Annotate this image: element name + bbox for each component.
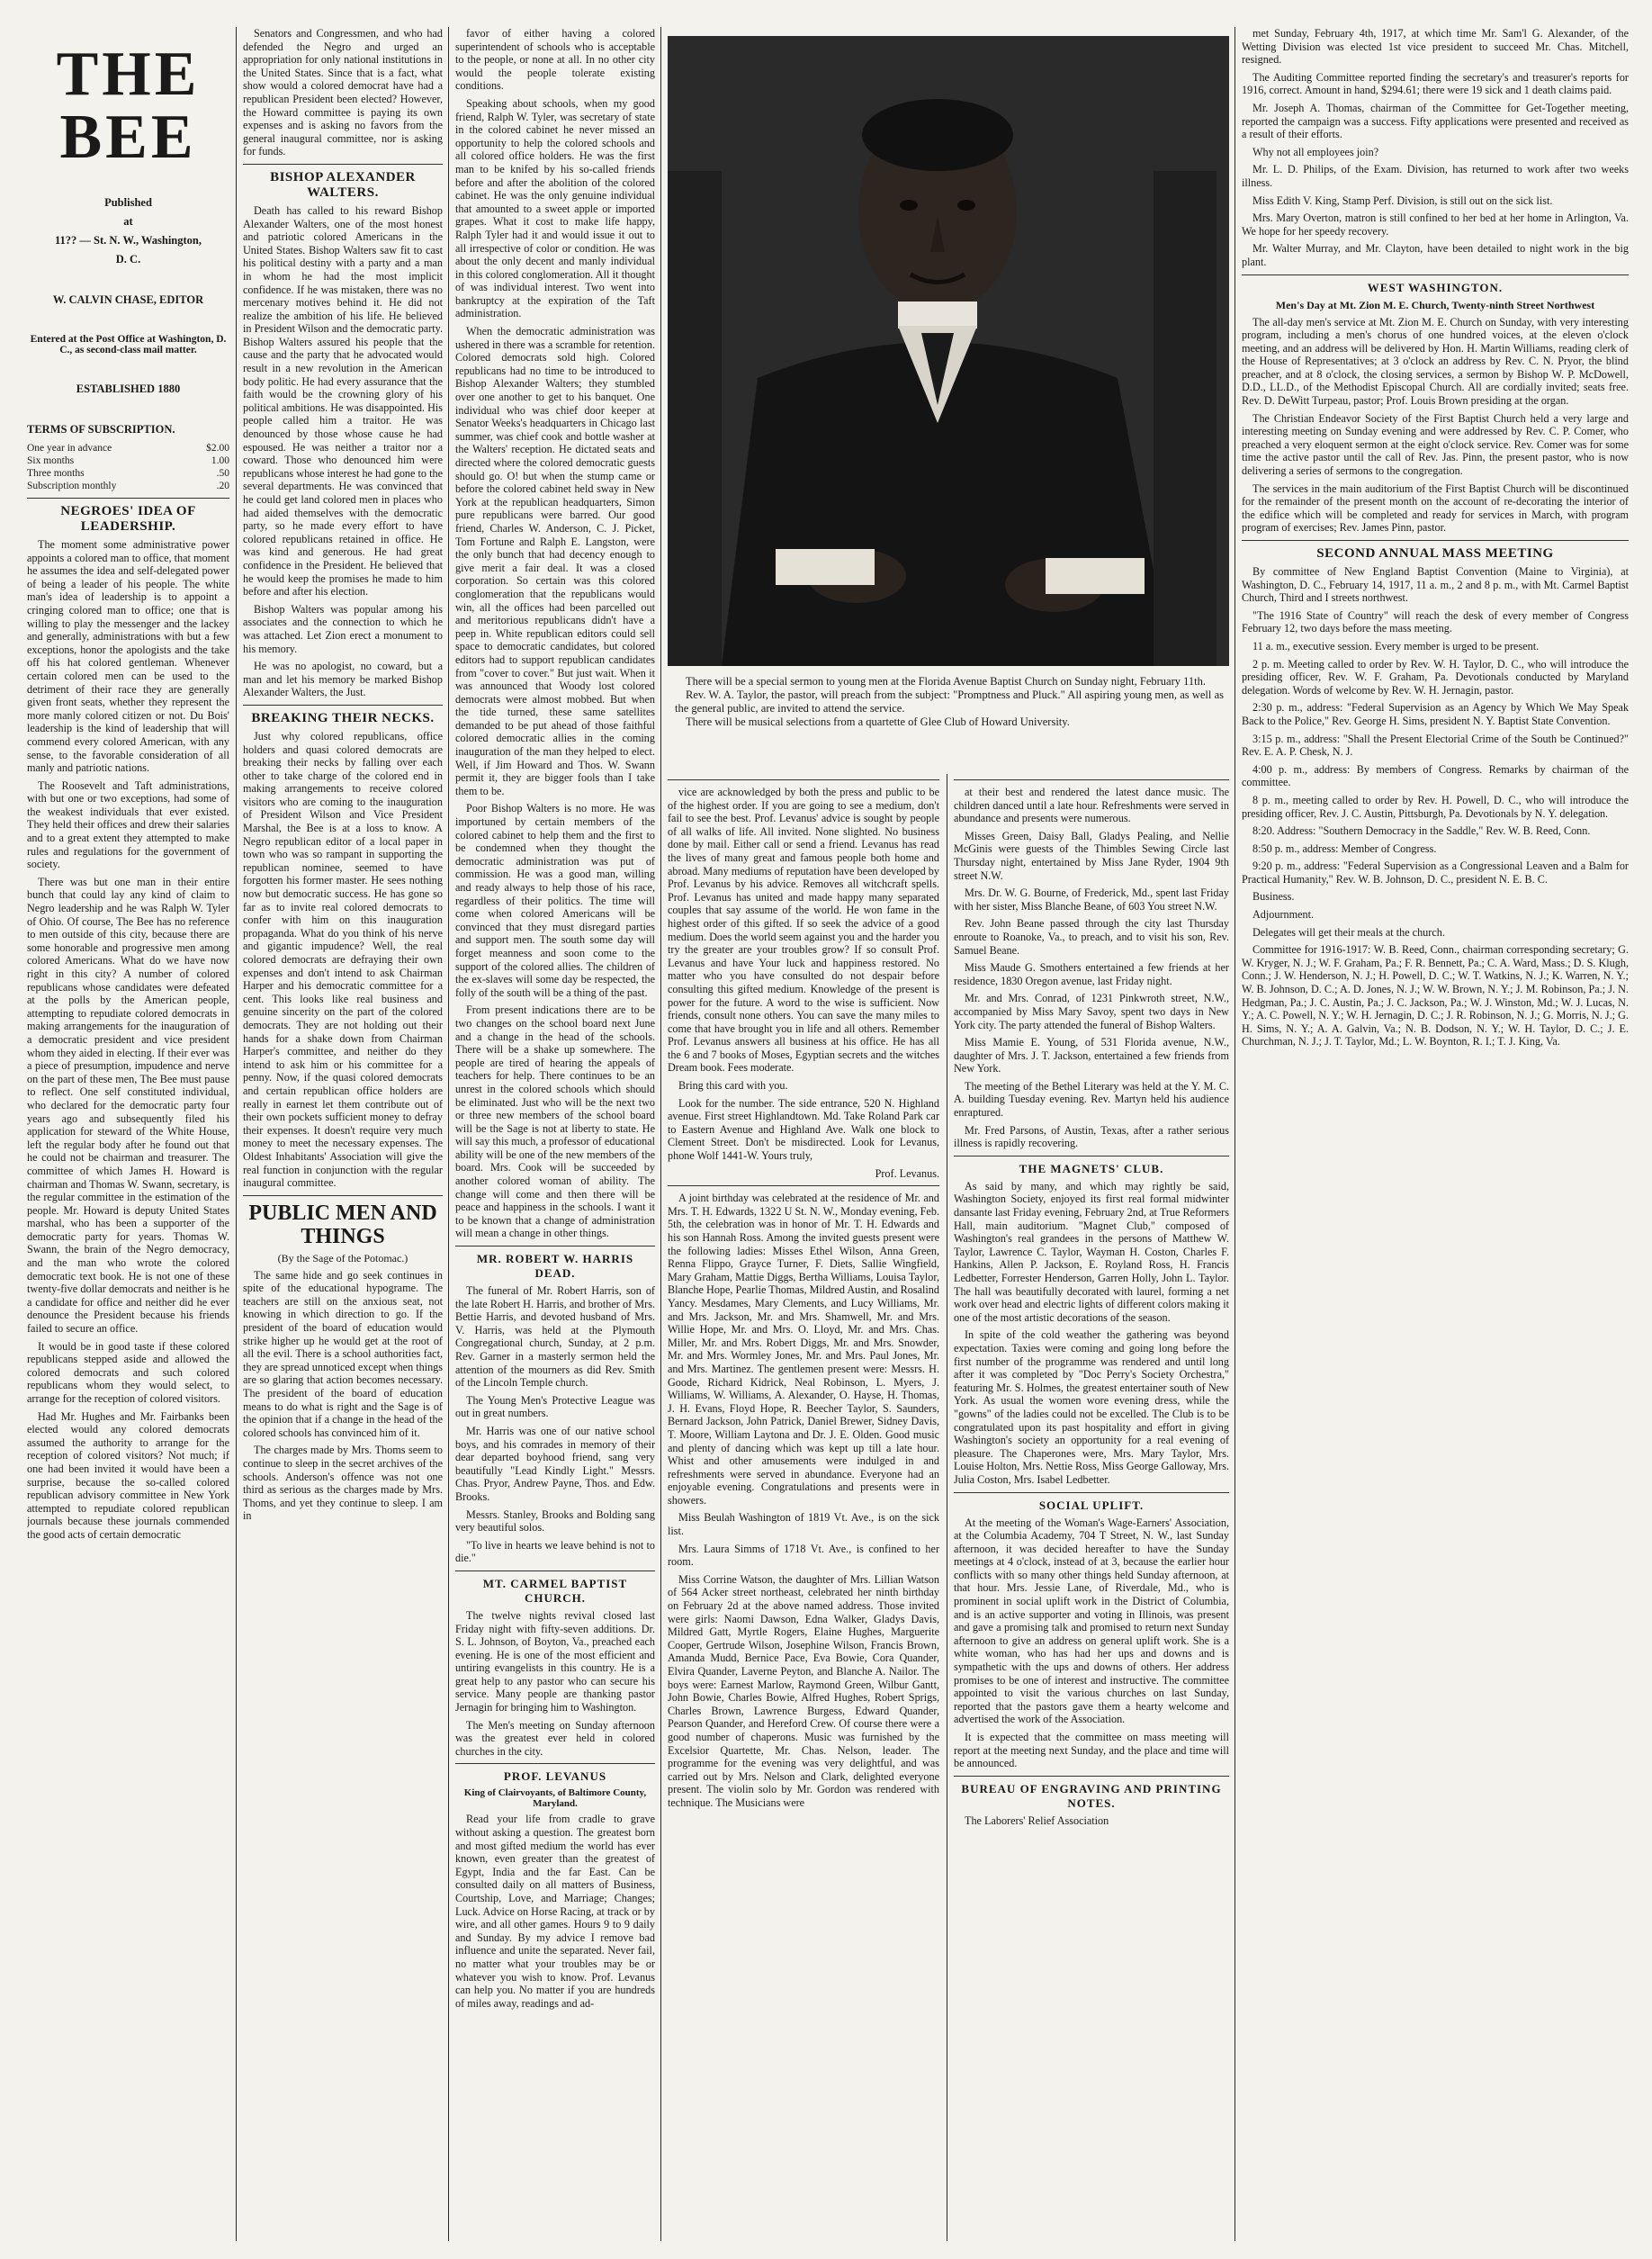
article-heading: BUREAU OF ENGRAVING AND PRINTING NOTES.	[961, 1781, 1222, 1810]
article-paragraph: 3:15 p. m., address: "Shall the Present Electorial Crime of the South be Continued?" Rev. E. A. P. Chesk, N. J.	[1242, 732, 1629, 759]
byline: (By the Sage of the Potomac.)	[277, 1251, 409, 1264]
masthead-city: D. C.	[115, 253, 141, 266]
article-paragraph: favor of either having a colored superintendent of schools who is acceptable to the people, or none at all. In no other city would the people tolerate existing conditions.	[455, 27, 655, 93]
article-paragraph: The all-day men's service at Mt. Zion M. E. Church on Sunday, with very interesting program, including a men's chorus of one hundred voices, at the eleven o'clock meeting, and an address will be delivered by Hon. H. Martin Williams, reading clerk of the House of Representatives; at 3 o'clock an address by Rev. C. N. Pryor, the blind preacher, and at 8 o'clock, the closing services, a sermon by Bishop W. P. McDowell, D.D., LL.D., of the Methodist Episcopal Church. All are cordially invited; seats free. Rev. D. DeWitt Turpeau, pastor; Prof. Louis Brown presiding at the organ.	[1242, 315, 1629, 408]
article-paragraph: Mr. Walter Murray, and Mr. Clayton, have been detailed to night work in the big plant.	[1242, 242, 1629, 268]
portrait-image	[668, 36, 1229, 666]
article-paragraph: Read your life from cradle to grave without asking a question. The greatest born and most gifted medium the world has ever known, even greater than the greatest of Egypt, India and the far East. Can be consulted daily on all matters of Business, Courtship, Love, and Marriage; Changes; Luck. Advice on Horse Racing, at track or by wire, and all other games. Hours 9 to 9 daily and Sunday. By my advice I remove bad influence and unite the separated. Never fail, no matter what your troubles may be or whatever you wish to know. Prof. Levanus can help you. No matter if you are hundreds of miles away, readings and ad-	[455, 1813, 655, 2010]
article-heading: SECOND ANNUAL MASS MEETING	[1316, 546, 1554, 561]
article-paragraph: In spite of the cold weather the gathering was beyond expectation. Taxies were coming and going long before the first number of the programme was rendered and until long after it was completed by "Doc Perry's Society Orchestra," featuring Mr. S. Holmes, the greatest entertainer south of New York. As usual the women wore evening dress, while the "gowns" of the ladies could not be excelled. The Club is to be congratulated upon its past hospitality and effort in giving Washington's society an opportunity for a real evening of pleasure. The Chaperones were, Mrs. Mary Taylor, Mrs. Louise Holton, Mrs. Nettie Ross, Miss George Galloway, Mrs. Julia Coston, Mrs. Isabel Ledbetter.	[954, 1328, 1229, 1486]
article-heading: WEST WASHINGTON.	[1367, 280, 1504, 294]
article-paragraph: Senators and Congressmen, and who had defended the Negro and urged an appropriation for only national institutions in the United States. Since that is a fact, what show would a colored democrat have had a republican President been elected? However, the Howard committee is paying its own expenses and is asking no favors from the general inaugural committee, nor is asking for funds.	[243, 27, 443, 158]
article-paragraph: The meeting of the Bethel Literary was held at the Y. M. C. A. building Tuesday evening. Rev. Martyn held his audience enraptured.	[954, 1079, 1229, 1120]
article-paragraph: Mrs. Dr. W. G. Bourne, of Frederick, Md., spent last Friday with her sister, Miss Blanche Beane, of 603 You street N.W.	[954, 886, 1229, 913]
article-paragraph: Mrs. Mary Overton, matron is still confined to her bed at her home in Arlington, Va. We hope for her speedy recovery.	[1242, 212, 1629, 238]
article-heading: THE MAGNETS' CLUB.	[1019, 1161, 1164, 1175]
caption-line: There will be musical selections from a quartette of Glee Club of Howard University.	[686, 716, 1070, 728]
article-paragraph: Had Mr. Hughes and Mr. Fairbanks been elected would any colored democrats assumed the authority to arrange for the reception of colored visitors? Not much; if one had been invited it would have been a surprise, because the so-called colored republican advisory committee in New York attempted to repudiate colored republican journals because these journals commended the good acts of certain democratic	[27, 1409, 229, 1541]
masthead-established: ESTABLISHED 1880	[76, 382, 181, 395]
article-paragraph: Mr. L. D. Philips, of the Exam. Division, has returned to work after two weeks illness.	[1242, 163, 1629, 189]
article-paragraph: The charges made by Mrs. Thoms seem to continue to sleep in the secret archives of the schools. Anderson's offence was not one third as serious as the charges made by Mrs. Thoms, and yet they continue to sleep. I am in	[243, 1444, 443, 1523]
subscription-row: Six months 1.00	[27, 455, 229, 466]
subscription-row: Three months .50	[27, 468, 229, 479]
article-paragraph: The Young Men's Protective League was out in great numbers.	[455, 1393, 655, 1420]
article-heading: PROF. LEVANUS	[503, 1769, 607, 1784]
newspaper-page	[27, 27, 1629, 2241]
article-paragraph: Committee for 1916-1917: W. B. Reed, Conn., chairman corresponding secretary; G. W. Kryger, N. J.; W. F. Graham, Pa.; F. R. Bennett, Pa.; C. A. Ward, Mass.; D. S. Klugh, Conn.; J. W. Henderson, N. J.; H. Powell, D. C.; W. T. Watkins, N. J.; K. Warren, N. Y.; W. B. Johnson, D. C.; A. D. Jones, N. J.; W. W. Brown, N. Y.; J. M. Robinson, Pa.; J. N. Hedgman, Pa.; J. C. Austin, Pa.; J. C. Jackson, Pa.; W. J. Winston, Md.; W. J. Lucas, N. Y.; A. C. Powell, N. Y.; W. H. Jernagin, D. C.; J. R. Robinson, N. J.; G. Morris, N. J.; G. H. Sims, N. Y.; A. A. Galvin, Va.; N. B. Dodson, N. Y.; W. H. Taylor, D. C.; J. E. Churchman, N. J.; J. T. Taylor, Md.; L. W. Boynton, R. I.; T. J. King, Va.	[1242, 943, 1629, 1048]
article-paragraph: Look for the number. The side entrance, 520 N. Highland avenue. First street Highlandtown. Md. Take Roland Park car to Eastern Avenue and Highland Ave. Walk one block to Clement Street. Don't be misdirected. Look for Levanus, phone Wolf 1441-W. Yours truly,	[668, 1096, 939, 1163]
article-paragraph: 8 p. m., meeting called to order by Rev. H. Powell, D. C., who will introduce the presiding officer, Rev. J. C. Austin, Pittsburgh, Pa. Devotionals by N. Y. delegation.	[1242, 793, 1629, 820]
article-paragraph: The Christian Endeavor Society of the First Baptist Church held a very large and interesting meeting on Sunday evening and were addressed by Rev. C. P. Comer, who preached a very eloquent sermon at the eight o'clock service. Rev. Comer was for some time the active pastor until the call of Rev. Jas. Pinn, the present pastor, who is now delivering a series of sermons to the congregation.	[1242, 411, 1629, 478]
article-heading: BREAKING THEIR NECKS.	[251, 710, 435, 725]
article-paragraph: Mrs. Laura Simms of 1718 Vt. Ave., is confined to her room.	[668, 1542, 939, 1569]
article-paragraph: Miss Corrine Watson, the daughter of Mrs. Lillian Watson of 564 Acker street northeast, celebrated her ninth birthday on February 2d at the above named address. Those invited were girls: Naomi Dawson, Edna Walker, Gladys Davis, Mildred Gatt, Myrtle Rogers, Elaine Hughes, Marguerite Cooper, Gertrude Wilson, Josephine Wilson, Francis Brown, Amanda Mudd, Bernice Pace, Eva Bowie, Cora Quander, Elvira Quander, Laverne Peyton, and Blanche A. Nailor. The boys were: Earnest Marlow, Raymond Green, Wilbur Gantt, John Bowie, Charles Bowie, Alfred Hughes, Robert Sprigs, Charles Brown, Lawrence Burgess, Edward Quander, Pearson Quander, and Hereford Crew. Of course there were a good number of chaperons. Music was furnished by the Excelsior Quartette, Mr. Chas. Nelson, leader. The programme for the evening was very delightful, and was carried out by Mrs. Nelson and Clark, delighted everyone present. The violin solo by Mr. Gordon was rendered with technique. The Musicians were	[668, 1572, 939, 1809]
article-paragraph: The services in the main auditorium of the First Baptist Church will be discontinued for the remainder of the present month on the account of re-decorating the interior of the edifice which will be completed and ready for services in March, with program program of exercises; Rev. James Pinn, pastor.	[1242, 482, 1629, 535]
article-paragraph: At the meeting of the Woman's Wage-Earners' Association, at the Columbia Academy, 704 T Street, N. W., last Sunday afternoon, it was decided hereafter to have the Sunday meetings at 4 o'clock, instead of at 3, because the earlier hour conflicts with so many other things held Sunday afternoon, at that hour. Mrs. Jessie Lane, of Riverdale, Md., who is prominent in social uplift work in the District of Columbia, and is an active supporter and voting in Illinois, was present and gave a promising talk and promised to return next Sunday afternoon to give an address on general uplift work. She is a white woman, who has had her ups and downs and is sympathetic with the ups and downs of others. Her address promises to be one of interest and instructive. The committee appointed to visit the various churches on last Sunday, reported that the pastors gave them a hearty welcome and advertised the work of the Association.	[954, 1516, 1229, 1726]
column-1	[27, 27, 229, 2241]
article-heading: SOCIAL UPLIFT.	[1038, 1498, 1145, 1512]
article-paragraph: It is expected that the committee on mass meeting will report at the meeting next Sunday, and the place and time will be announced.	[954, 1731, 1229, 1770]
subscription-row: One year in advance $2.00	[27, 443, 229, 454]
article-paragraph: The funeral of Mr. Robert Harris, son of the late Robert H. Harris, and brother of Mrs. Bettie Harris, and devoted husband of Mrs. V. Harris, was held at the Plymouth Congregational church, Sunday, at 2 p.m. Rev. Garner in a masterly sermon held the attention of the mourners as did Rev. Smith of the Lincoln Temple church.	[455, 1284, 655, 1390]
article-heading: MR. ROBERT W. HARRIS DEAD.	[476, 1252, 634, 1281]
article-paragraph: Business.	[1252, 890, 1295, 904]
article-paragraph: 9:20 p. m., address: "Federal Supervision as a Congressional Leaven and a Balm for Practical Humanity," Rev. W. B. Johnson, D. C., president N. E. B. C.	[1242, 860, 1629, 886]
article-paragraph: Adjournment.	[1252, 908, 1315, 922]
article-subheading: Men's Day at Mt. Zion M. E. Church, Twenty-ninth Street Northwest	[1275, 298, 1595, 311]
article-signature: Prof. Levanus.	[875, 1166, 939, 1180]
article-paragraph: A joint birthday was celebrated at the residence of Mr. and Mrs. T. H. Edwards, 1322 U St. N. W., Monday evening, Feb. 5th, the celebration was in honor of Mr. T. H. Edwards and his son Hannah Ross. Among the invited guests present were the following ladies: Misses Ethel Wilson, Anna Green, Renna Flippo, Grayce Turner, F. Diets, Sallie Wingfield, Mary Graham, Mattie Diggs, Bertha Williams, Louisa Taylor, Blanche Hope, Pearlie Thomas, Mildred Austin, and Rosalind Yancy. Mesdames, Mary Clements, and Lucy Williams, Mr. and Mrs. Jackson, Mr. and Mrs. Shamwell, Mr. and Mrs. Willie Hope, Mr. and Mrs. O. Lloyd, Mr. and Mrs. Chas. Miller, Mr. and Mrs. Robert Diggs, Mr. and Mrs. Snowder, Mr. and Mrs. Wormley Jones, Mr. and Mrs. Paul Jones, Mr. and Mrs. Martinez. The gentlemen present were: Messrs. H. Goode, Richard Kidrick, Neal Robinson, L. Myers, J. Williams, W. Williams, A. Alexander, O. Hayse, H. Thomas, J. H. Evans, Floyd Hope, R. Beecher Taylor, S. Saunders, Bernard Jackson, John Patrick, Daniel Brewer, Sidney Davis, T. Moore, William Laytona and Dr. J. E. Olden. Good music and plenty of dancing which was kept up till a late hour. Whist and other amusements were indulged in and refreshments were served in abundance. Everyone had an enjoyable evening. Congratulations and presents were in showers.	[668, 1192, 939, 1507]
article-paragraph: met Sunday, February 4th, 1917, at which time Mr. Sam'l G. Alexander, of the Wetting Division was elected 1st vice president to succeed Mr. Chas. Mitchell, resigned.	[1242, 27, 1629, 67]
article-paragraph: 11 a. m., executive session. Every member is urged to be present.	[1252, 639, 1540, 652]
article-paragraph: at their best and rendered the latest dance music. The children danced until a late hour. Refreshments were served in abundance and presents were numerous.	[954, 786, 1229, 825]
column-2	[243, 27, 443, 2241]
column-4	[668, 774, 939, 2241]
masthead-entered: Entered at the Post Office at Washington, D. C., as second-class mail matter.	[30, 334, 227, 356]
article-paragraph: Mr. and Mrs. Conrad, of 1231 Pinkwroth street, N.W., accompanied by Miss Mary Savoy, spent two days in New York city. The party attended the funeral of Bishop Walters.	[954, 992, 1229, 1031]
article-subheading: King of Clairvoyants, of Baltimore County, Maryland.	[463, 1787, 647, 1810]
article-paragraph: He was no apologist, no coward, but a man and let his memory be marked Bishop Alexander Walters, the Just.	[243, 660, 443, 699]
article-paragraph: The same hide and go seek continues in spite of the educational hypograme. The teachers are still on the anxious seat, not knowing in which direction to go. If the president of the board of education would strike higher up he would get at the root of all the evil. There is a school authorities fact, they are spread unnoticed except when things are so glaring that action becomes necessary. The president of the board of education means to do what is right and the Sage is of the opinion that if a change in the head of the colored schools has convinced him of it.	[243, 1268, 443, 1439]
masthead-editor: W. CALVIN CHASE, EDITOR	[52, 293, 204, 306]
article-heading: MT. CARMEL BAPTIST CHURCH.	[482, 1576, 628, 1605]
article-paragraph: Mr. Harris was one of our native school boys, and his comrades in memory of their dear departed boyhood friend, sang very beautifully "Lead Kindly Light." Messrs. Chas. Pryor, Andrew Payne, Thos. and Edw. Brooks.	[455, 1424, 655, 1503]
article-paragraph: Bring this card with you.	[678, 1079, 788, 1093]
masthead-address: 11?? — St. N. W., Washington,	[54, 234, 202, 247]
article-paragraph: Why not all employees join?	[1252, 145, 1379, 158]
article-heading: NEGROES' IDEA OF LEADERSHIP.	[60, 504, 196, 534]
article-paragraph: The twelve nights revival closed last Friday night with fifty-seven additions. Dr. S. L. Johnson, of Boyton, Va., preached each evening. He is one of the most efficient and untiring evangelists in this country. He is a great help to any pastor who can secure his service. Many people are thanking pastor Jernagin for bringing him to Washington.	[455, 1608, 655, 1714]
article-body	[27, 538, 229, 1542]
article-heading: PUBLIC MEN AND THINGS	[248, 1201, 437, 1248]
article-paragraph: Speaking about schools, when my good friend, Ralph W. Tyler, was secretary of state in the colored cabinet he never missed an opportunity to help the colored schools and all colored office holders. He was the first man to be knifed by his so-called friends before and after the abolition of the colored cabinet. He was the only genuine individual that amounted to a sweet apple or imported grapes. What it cost to make life happy, Ralph Tyler had it and would issue it out to all irrespective of color or condition. He was about the only decent and manly individual in this colored conglomeration. All it thought of was individual interest. Two went into bankruptcy at the expiration of the Taft administration.	[455, 96, 655, 320]
article-paragraph: Poor Bishop Walters is no more. He was importuned by certain members of the colored cabinet to help them and the first to be condemned when they thought the democratic administration was put of commission. He was a good man, willing and ready always to help those of his race, regardless of their politics. The time will come when colored Americans will be convinced that they must disregard parties and support men. The south some day will forget meanness and soon come to the support of the colored allies. The children of the ex-slaves will some day be respected, the folly of the south will be a thing of the past.	[455, 802, 655, 999]
article-paragraph: The Roosevelt and Taft administrations, with but one or two exceptions, had some of the weakest individuals that ever existed. They held their offices and drew their salaries and to a great extent they attempted to make rules and regulations for the government of society.	[27, 778, 229, 871]
article-paragraph: Rev. John Beane passed through the city last Thursday enroute to Roanoke, Va., to preach, and to visit his son, Rev. Samuel Beane.	[954, 917, 1229, 957]
masthead-title: THE BEE	[56, 40, 201, 172]
article-paragraph: Miss Maude G. Smothers entertained a few friends at her residence, 1830 Oregon avenue, last Friday night.	[954, 961, 1229, 987]
article-paragraph: "To live in hearts we leave behind is not to die."	[455, 1538, 655, 1565]
portrait-photo	[668, 36, 1229, 666]
article-paragraph: 8:20. Address: "Southern Democracy in the Saddle," Rev. W. B. Reed, Conn.	[1252, 824, 1591, 838]
article-paragraph: Messrs. Stanley, Brooks and Bolding sang very beautiful solos.	[455, 1508, 655, 1534]
masthead-published: Published	[104, 196, 152, 209]
photo-caption	[675, 675, 1224, 729]
caption-line: Rev. W. A. Taylor, the pastor, will preach from the subject: "Promptness and Pluck." All aspiring young men, as well as the general public, are invited to attend the service.	[675, 688, 1224, 715]
article-paragraph: From present indications there are to be two changes on the school board next June and a change in the head of the schools. There will be a shake up somewhere. The people are tired of hearing the appeals of teachers for help. There continues to be an unrest in the colored schools which should be eliminated. Just who will be the next two or three new members of the school board will be the Sage is not at liberty to state. He will say this much, a professor of educational ability will be one of the new members of the board. Mrs. Cook will be succeeded by another colored woman of ability. The change will come and then there will be peace and happiness in the schools. I want it to be known that a change of administration will mean a change in other things.	[455, 1004, 655, 1240]
column-6	[1242, 27, 1629, 2241]
article-paragraph: Death has called to his reward Bishop Alexander Walters, one of the most honest and patriotic colored Americans in the United States. Bishop Walters saw fit to cast his political destiny with a party and a man in whom he had the most implicit confidence. If he was mistaken, there was no mercenary motives behind it. He did not realize the ambition of his life. He believed in President Wilson and the democratic party. Bishop Walters assured his people that the cause and the party that he advocated would result in a new revolution in the American body politic. He had every assurance that the faith would be the crowning glory of his political ambitions. He was disappointed. His people called him a traitor. He was denounced by those whose cause he had espoused. He was neither a traitor nor a coward. Those who denounced him were republicans whose interest he had gone to the several departments. He was convinced that he could get land colored men in places who had aided themselves with the democratic party, so he made every effort to have colored republicans retained in office. He was kind and generous. He had great confidence in the President. He believed that he would keep the promises he made to him before and after his election.	[243, 203, 443, 598]
article-heading: BISHOP ALEXANDER WALTERS.	[270, 169, 416, 200]
article-paragraph: Misses Green, Daisy Ball, Gladys Pealing, and Nellie McGinis were guests of the Thimbles Sewing Circle last Thursday night, entertained by Miss Jane Ryder, 1904 9th street N.W.	[954, 829, 1229, 882]
article-paragraph: Mr. Joseph A. Thomas, chairman of the Committee for Get-Together meeting, reported the campaign was a success. Fifty applications were presented and received as a result of their efforts.	[1242, 101, 1629, 141]
terms-title: TERMS OF SUBSCRIPTION.	[27, 423, 175, 436]
subscription-row: Subscription monthly .20	[27, 481, 229, 491]
caption-line: There will be a special sermon to young men at the Florida Avenue Baptist Church on Sunday night, February 11th.	[686, 675, 1207, 688]
article-paragraph: Miss Edith V. King, Stamp Perf. Division, is still out on the sick list.	[1252, 194, 1553, 207]
masthead-at: at	[123, 215, 133, 228]
article-paragraph: When the democratic administration was ushered in there was a scramble for retention. Colored democrats sold high. Colored republicans had no time to be introduced to Bishop Alexander Walters; they stumbled over one another to get to his banquet. One individual who was chief door keeper at Senator Weeks's headquarters in Chicago last summer, was chief cook and bottle washer at the Walters' reception. He dictated seats and directed where the colored democratic guests should go. O! but when the stump came or before the colored cabinet held sway in New York at the republican headquarters, Simon pure republicans were barred. Our good friend, Charles W. Anderson, C. J. Picket, Tom Fortune and Ralph E. Langston, were the only bunch that had decency enough to give merit a fair deal. It was a closed corporation. So certain was this colored conglomeration that the republicans would win, all the offices had been parcelled out and meritorious republicans didn't have a peep in. White republican editors could sell space to democratic candidates, but colored editors had to support republican candidates from "cover to cover." But just wait. When it was announced that Woody lost colored democrats were almost mobbed. But when the tide turned, these same satellites demanded to be put ahead of those faithful colored democratic allies in the coming inauguration of the man they helped to elect. Well, if Jim Howard and Thos. W. Swann permit it, they are bigger fools than I take them to be.	[455, 325, 655, 797]
article-paragraph: 2:30 p. m., address: "Federal Supervision as an Agency by Which We May Speak Back to the Police," Rev. George H. Sims, president N. Y. Baptist State Convention.	[1242, 701, 1629, 727]
article-paragraph: vice are acknowledged by both the press and public to be of the highest order. If you are going to see a medium, don't fail to see the best. Prof. Levanus' advice is sought by people of all walks of life. All invited. None slighted. No business done by mail. Either call or send a friend. Levanus has read the lives of many great and famous people both home and abroad. Many mediums of reputation have been developed by Prof. Levanus by his advice. Removes all witchcraft spells. Prof. Levanus has united and made happy many separated couples that say assume of the world. He won fame in the highest order of this gifted. If so seek the advice of a good medium. Does the world seem against you and the harder you try the greater are your troubles grow? If so consult Prof. Levanus and have Your luck and happiness restored. No matter who you have consulted do not despair before consulting this gifted medium. Knowledge of the present is power for the future. A word to the wise is sufficient. Now friends, consult none others. You can save the many miles to come that have brought you in life and all others. Remember Prof. Levanus answers all business at his office. He has all the 6 and 7 books of Moses, Egyptian secrets and the witches Dream book. Fees moderate.	[668, 786, 939, 1075]
article-paragraph: Delegates will get their meals at the church.	[1252, 925, 1445, 939]
column-3	[455, 27, 655, 2241]
article-paragraph: Miss Beulah Washington of 1819 Vt. Ave., is on the sick list.	[668, 1511, 939, 1538]
article-paragraph: Bishop Walters was popular among his associates and the connection to which he was attached. Let Zion erect a monument to his memory.	[243, 602, 443, 655]
article-paragraph: There was but one man in their entire bunch that could lay any kind of claim to Negro leadership and he was Ralph W. Tyler of Ohio. Of course, The Bee has no reference to men outside of this city, because there are some honorable and progressive men among colored Americans. What do we have now right in this city? A number of colored republicans whose candidates were defeated at the polls by the American people, attempting to repudiate colored democrats in making arrangements for the inauguration of a democratic president and vice president whom they aided in electing. If their ever was a piece of presumption, impudence and nerve on the part of these men, The Bee must pause to reflect. One self constituted individual, who declared for the democratic party four years ago and subsequently filed his application for steward of the White House, left the regular body after he found out that he could not be chairman and treasurer. The committee of which James H. Howard is chairman and Thomas W. Swann, secretary, is the regular committee in the estimation of the people. Mr. Howard is deputy United States marshal, who has been a supporter of the democratic party for years. Thomas W. Swann, the brain of the Negro democracy, and the man who wrote the colored democratic text book. He is not one of these twenty-five dollar democrats and neither is he a candidate for office and neither did he ever denounce the President because his friends failed to secure an office.	[27, 875, 229, 1336]
article-paragraph: 8:50 p. m., address: Member of Congress.	[1252, 842, 1437, 855]
article-paragraph: "The 1916 State of Country" will reach the desk of every member of Congress February 12, two days before the mass meeting.	[1242, 608, 1629, 635]
article-paragraph: 2 p. m. Meeting called to order by Rev. W. H. Taylor, D. C., who will introduce the presiding officer, Rev. W. F. Graham, Pa. Devotionals conducted by Maryland delegation. Words of welcome by Rev. W. H. Jernagin, pastor.	[1242, 657, 1629, 697]
article-paragraph: 4:00 p. m., address: By members of Congress. Remarks by chairman of the committee.	[1242, 762, 1629, 789]
article-paragraph: Miss Mamie E. Young, of 531 Florida avenue, N.W., daughter of Mrs. J. T. Jackson, entertained a few friends from New York.	[954, 1036, 1229, 1076]
subscription-table	[27, 442, 229, 492]
column-5	[954, 774, 1229, 2241]
article-paragraph: The Men's meeting on Sunday afternoon was the greatest ever held in colored churches in the city.	[455, 1718, 655, 1758]
article-paragraph: As said by many, and which may rightly be said, Washington Society, enjoyed its first real formal midwinter dansante last Friday evening, February 2nd, at True Reformers Hall, main auditorium. "Magnet Club," composed of Washington's real grandees in the persons of Matthew W. Taylor, Lawrence C. Taylor, Wayman H. Coston, Charles F. Hankins, Allen P. Jackson, E. Royland Ross, H. Francis Ledbetter, Forrester Henderson, Garren Holly, John L. Taylor. The hall was beautifully decorated with laurel, forming a net work over head and electric lights of different colors making it one of the most artistic decorations of the season.	[954, 1179, 1229, 1324]
article-paragraph: It would be in good taste if these colored republicans stepped aside and allowed the colored democrats and such colored republicans whom they would select, to arrange for the reception of colored visitors.	[27, 1339, 229, 1405]
article-paragraph: Just why colored republicans, office holders and quasi colored democrats are breaking their necks by falling over each other to take charge of the colored end in making arrangements to receive colored visitors who are coming to the inauguration of President Wilson and Vice President Marshal, the Bee is at a loss to know. A Negro republican editor of a local paper in town who was so rampant in supporting the republican nominee, seemed to have forgotten his former master. He sees nothing now but democratic success. He has gone so far as to invite real colored democrats to confer with him on this inauguration propaganda. What do you think of his nerve and gigantic impudence? Well, the real colored democrats are defraying their own expenses and don't intend to ask Chairman Harper and his democratic committee for a cent. This looks like real business and genuine sincerity on the part of the colored democrats. They are not holding out their hands for a shake down from Chairman Harper's committee, and neither do they intend to ask him or his committee for a penny. Now, if the quasi colored democrats and certain republican office holders are really in earnest let them contribute out of their own pockets sufficient money to defray their expenses. It doesn't require very much money to meet the necessary expenses. The Oldest Inhabitants' Association will give the real function in conjunction with the regular inaugural committee.	[243, 729, 443, 1190]
article-paragraph: The Laborers' Relief Association	[965, 1814, 1109, 1827]
article-paragraph: The moment some administrative power appoints a colored man to office, that moment he assumes the idea and self-delegated power of being a leader of his people. The white man's idea of leadership is to appoint a cringing colored man to office; one that is willing to play the messenger and the lackey and generally, administrations with but a few exceptions, honor the apologists and the take off his hat colored gentleman. Whenever certain colored men can be used to the detriment of their race they are generally given front seats, whether they represent the more manly colored citizen or not. Du Bois' leadership is the kind of leadership that will commend every colored American, with any sense, to the favorable consideration of all manly and patriotic nations.	[27, 538, 229, 775]
article-paragraph: By committee of New England Baptist Convention (Maine to Virginia), at Washington, D. C., February 14, 1917, 11 a. m., 2 and 8 p. m., with Mt. Carmel Baptist Church, Third and I streets northwest.	[1242, 565, 1629, 605]
article-paragraph: Mr. Fred Parsons, of Austin, Texas, after a rather serious illness is rapidly recovering.	[954, 1123, 1229, 1150]
article-paragraph: The Auditing Committee reported finding the secretary's and treasurer's reports for 1916, correct. Amount in hand, $294.61; there were 19 sick and 1 death claims paid.	[1242, 70, 1629, 97]
